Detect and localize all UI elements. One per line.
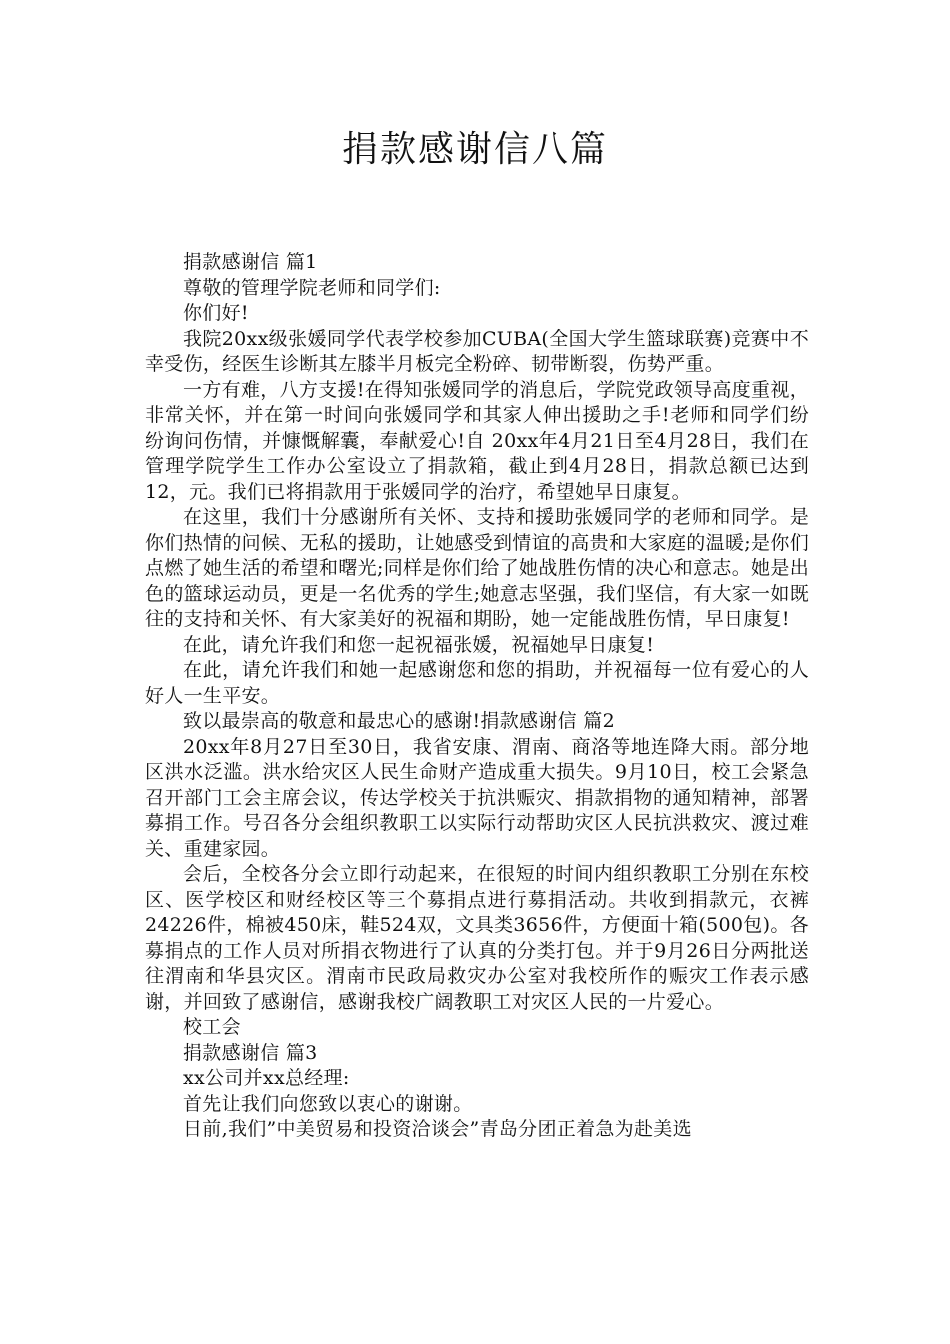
paragraph: 会后，全校各分会立即行动起来，在很短的时间内组织教职工分别在东校区、医学校区和财经校区等三个募捐点进行募捐活动。共收到捐款元，衣裤24226件，棉被450床，鞋524双，文具类3656件，方便面十箱(500包)。各募捐点的工作人员对所捐衣物进行了认真的分类打包。并于9月26日分两批送往渭南和华县灾区。渭南市民政局救灾办公室对我校所作的赈灾工作表示感谢，并回致了感谢信，感谢我校广阔教职工对灾区人民的一片爱心。 <box>145 863 809 1013</box>
paragraph: 20xx年8月27日至30日，我省安康、渭南、商洛等地连降大雨。部分地区洪水泛滥。洪水给灾区人民生命财产造成重大损失。9月10日，校工会紧急召开部门工会主席会议，传达学校关于抗洪赈灾、捐款捐物的通知精神，部署募捐工作。号召各分会组织教职工以实际行动帮助灾区人民抗洪救灾、渡过难关、重建家园。 <box>145 735 809 860</box>
paragraph: 在此，请允许我们和您一起祝福张媛，祝福她早日康复! <box>183 633 655 656</box>
paragraph: 校工会 <box>183 1016 241 1038</box>
paragraph: 捐款感谢信 篇1 <box>183 251 318 273</box>
paragraph: 在此，请允许我们和她一起感谢您和您的捐助，并祝福每一位有爱心的人好人一生平安。 <box>145 659 809 707</box>
paragraph: 尊敬的管理学院老师和同学们: <box>183 276 441 299</box>
document-title: 捐款感谢信八篇 <box>341 129 608 170</box>
paragraph: 致以最崇高的敬意和最忠心的感谢!捐款感谢信 篇2 <box>183 710 615 732</box>
paragraph: 你们好! <box>183 302 249 324</box>
document-body <box>145 250 809 1143</box>
paragraph: 在这里，我们十分感谢所有关怀、支持和援助张媛同学的老师和同学。是你们热情的问候、无私的援助，让她感受到情谊的高贵和大家庭的温暖;是你们点燃了她生活的希望和曙光;同样是你们给了她战胜伤情的决心和意志。她是出色的篮球运动员，更是一名优秀的学生;她意志坚强，我们坚信，有大家一如既往的支持和关怀、有大家美好的祝福和期盼，她一定能战胜伤情，早日康复! <box>145 506 809 630</box>
paragraph: xx公司并xx总经理: <box>183 1067 350 1089</box>
paragraph: 一方有难，八方支援!在得知张媛同学的消息后，学院党政领导高度重视，非常关怀，并在第一时间向张媛同学和其家人伸出援助之手!老师和同学们纷纷询问伤情，并慷慨解囊，奉献爱心!自 20xx年4月21日至4月28日，我们在管理学院学生工作办公室设立了捐款箱，截止到4月28日，捐款总额已达到12，元。我们已将捐款用于张媛同学的治疗，希望她早日康复。 <box>145 378 809 503</box>
paragraph: 日前,我们”中美贸易和投资洽谈会”青岛分团正着急为赴美选 <box>183 1118 692 1140</box>
paragraph: 我院20xx级张媛同学代表学校参加CUBA(全国大学生篮球联赛)竞赛中不幸受伤，经医生诊断其左膝半月板完全粉碎、韧带断裂，伤势严重。 <box>145 327 809 375</box>
paragraph: 捐款感谢信 篇3 <box>183 1041 318 1064</box>
paragraph: 首先让我们向您致以衷心的谢谢。 <box>183 1092 473 1115</box>
